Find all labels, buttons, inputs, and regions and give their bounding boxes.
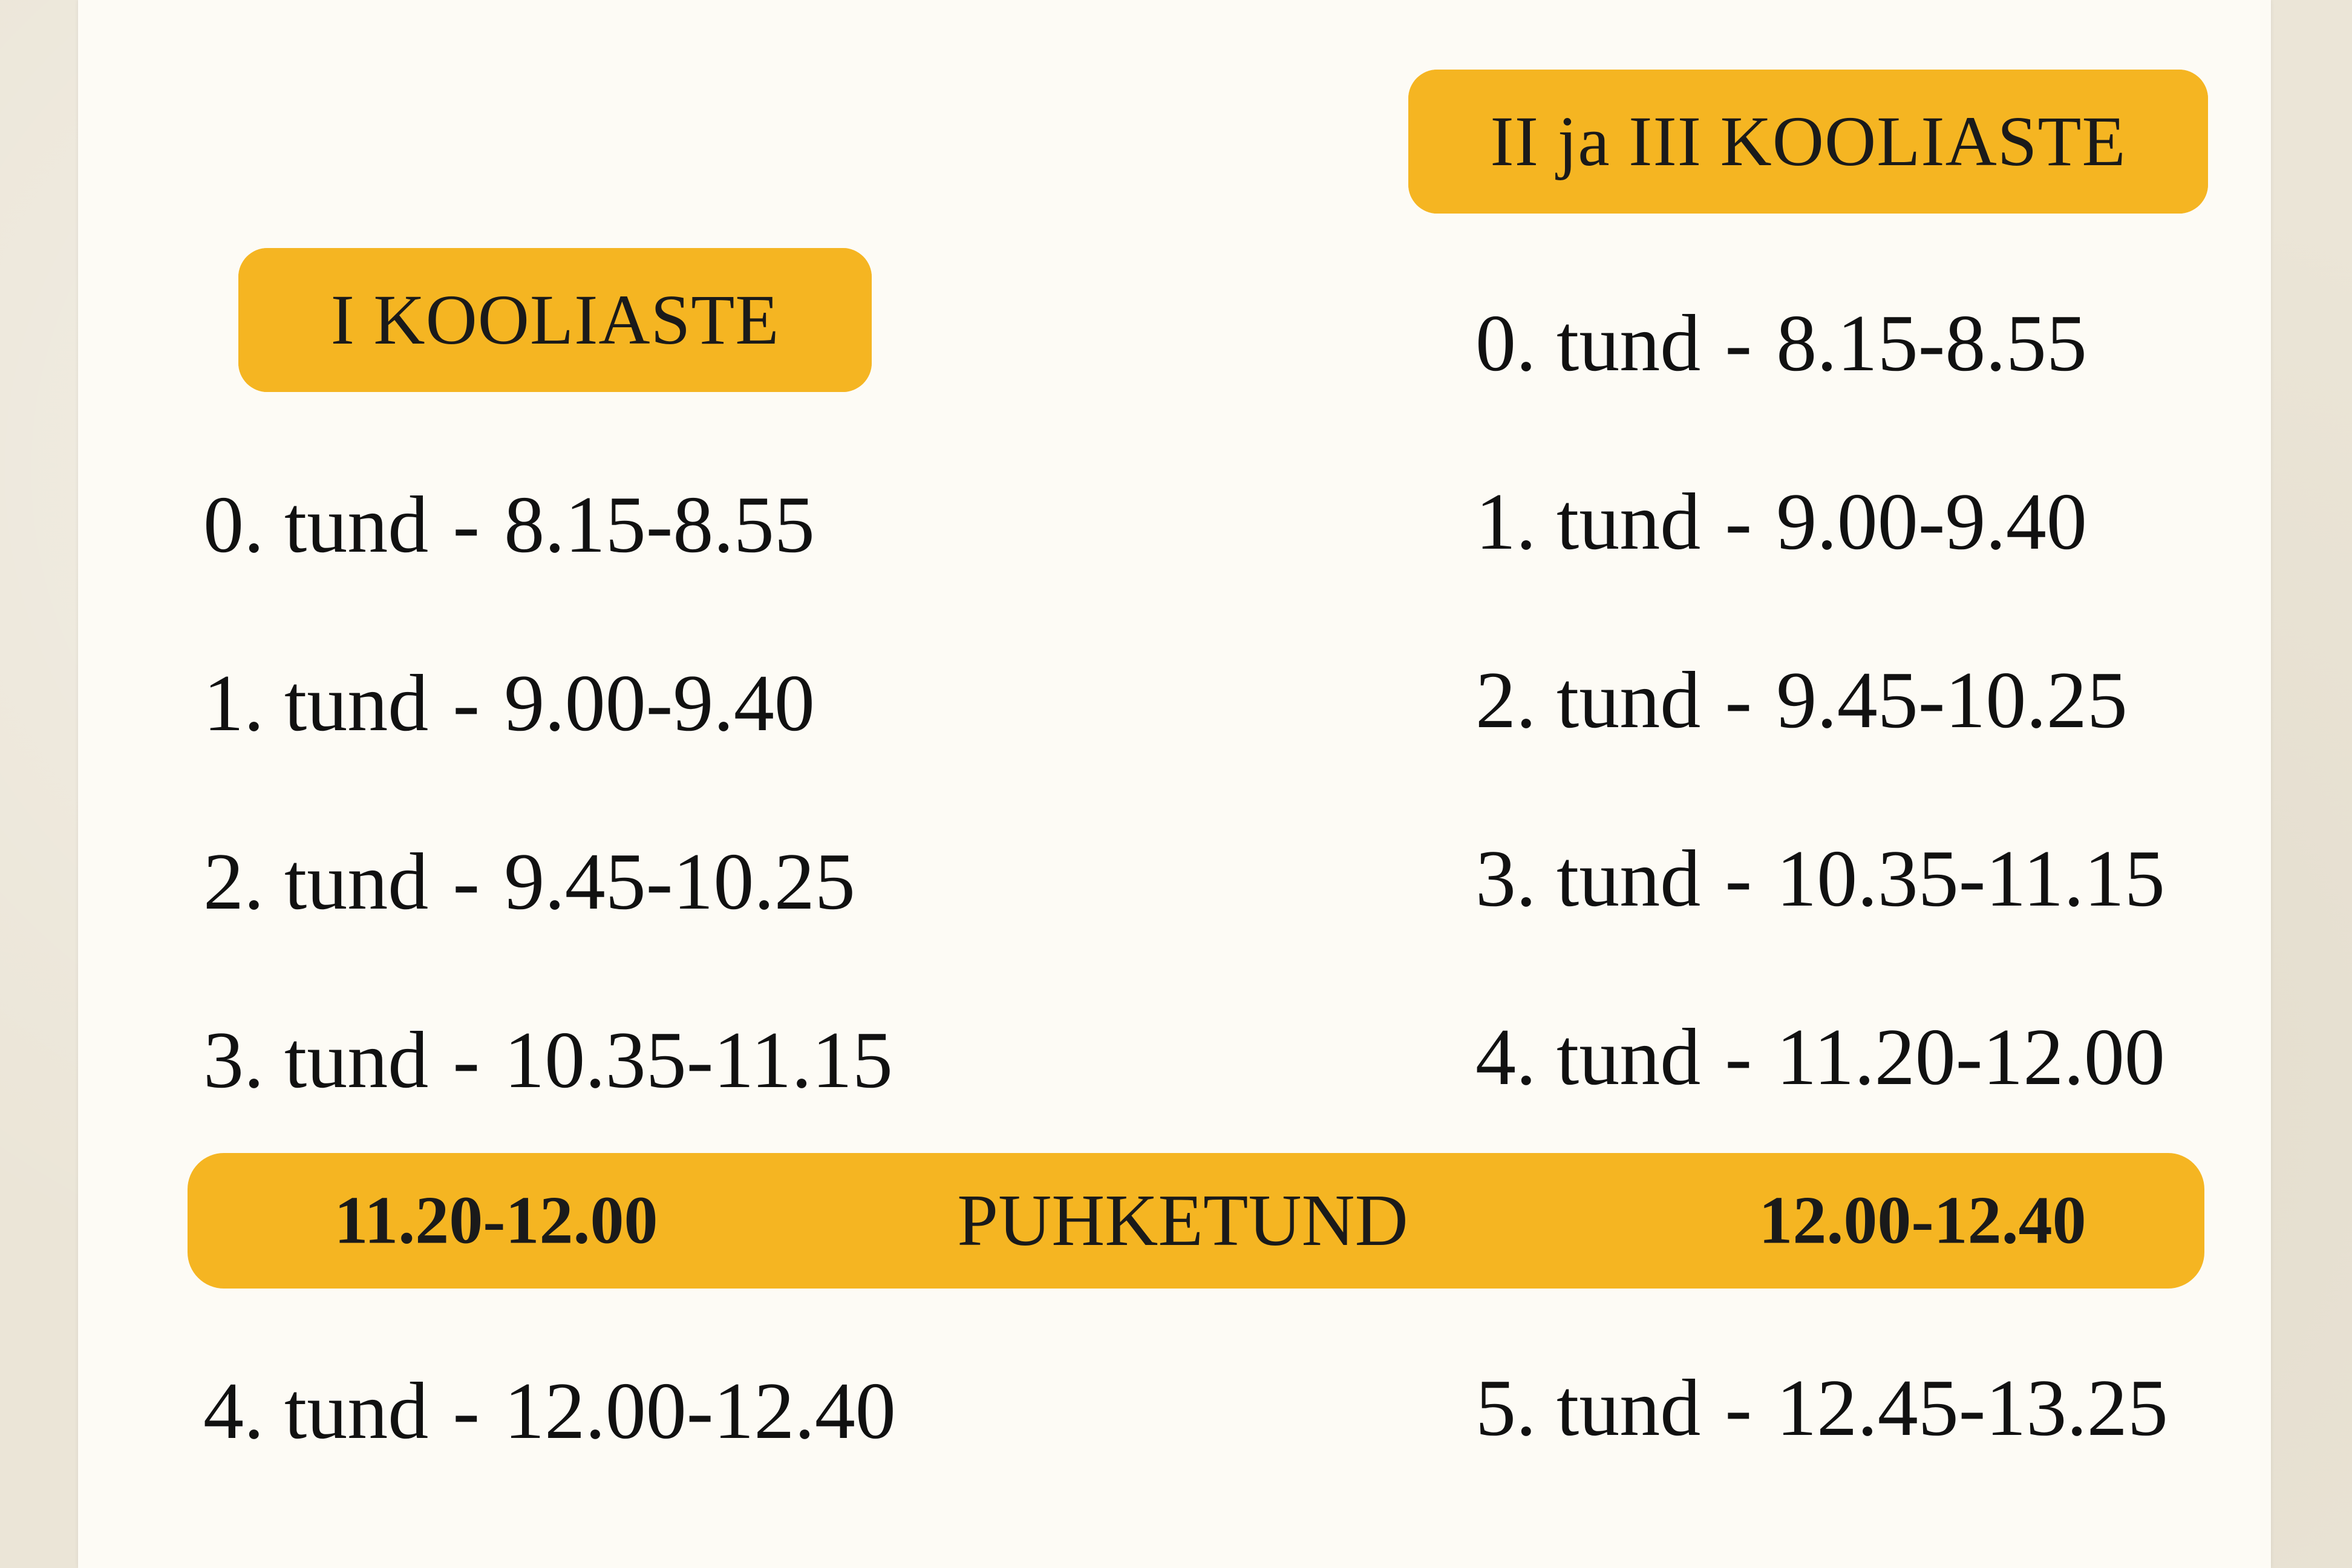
- lesson-time: 9.00-9.40: [504, 658, 815, 748]
- lesson-time: 8.15-8.55: [504, 480, 815, 569]
- lesson-separator: -: [1725, 834, 1753, 923]
- lesson-time: 10.35-11.15: [1776, 834, 2165, 923]
- lesson-name: 0. tund: [203, 480, 429, 569]
- heading-i-kooliaste: [238, 248, 872, 392]
- lesson-separator: -: [452, 837, 480, 926]
- lesson-name: 0. tund: [1475, 298, 1701, 388]
- lesson-name: 2. tund: [1475, 655, 1701, 745]
- left-lesson-4: [203, 1366, 896, 1455]
- left-lesson-2: [203, 837, 855, 926]
- left-lesson-1: [203, 658, 815, 748]
- lesson-separator: -: [452, 1366, 480, 1455]
- lesson-time: 9.00-9.40: [1776, 477, 2087, 566]
- lesson-time: 8.15-8.55: [1776, 298, 2087, 388]
- lesson-time: 9.45-10.25: [504, 837, 855, 926]
- lesson-separator: -: [1725, 655, 1753, 745]
- left-lesson-0: [203, 480, 815, 569]
- right-lesson-5: [1475, 1363, 2168, 1452]
- lesson-time: 10.35-11.15: [504, 1015, 893, 1105]
- heading-i-kooliaste-label: I KOOLIASTE: [330, 280, 780, 359]
- break-time-i-kooliaste: 11.20-12.00: [334, 1183, 658, 1258]
- right-lesson-4: [1475, 1012, 2165, 1102]
- lesson-time: 11.20-12.00: [1776, 1012, 2165, 1102]
- break-time-ii-iii-kooliaste: 12.00-12.40: [1759, 1183, 2086, 1258]
- lesson-name: 1. tund: [1475, 477, 1701, 566]
- break-title: PUHKETUND: [957, 1180, 1408, 1261]
- lesson-name: 5. tund: [1475, 1363, 1701, 1452]
- right-lesson-2: [1475, 655, 2128, 745]
- lesson-separator: -: [1725, 1363, 1753, 1452]
- lesson-time: 12.45-13.25: [1776, 1363, 2168, 1452]
- left-lesson-3: [203, 1015, 893, 1105]
- lesson-name: 1. tund: [203, 658, 429, 748]
- lesson-name: 4. tund: [1475, 1012, 1701, 1102]
- lesson-separator: -: [1725, 1012, 1753, 1102]
- heading-ii-iii-kooliaste-label: II ja III KOOLIASTE: [1490, 102, 2126, 181]
- lesson-time: 12.00-12.40: [504, 1366, 896, 1455]
- lesson-name: 4. tund: [203, 1366, 429, 1455]
- lesson-name: 3. tund: [1475, 834, 1701, 923]
- lesson-name: 3. tund: [203, 1015, 429, 1105]
- lesson-separator: -: [1725, 477, 1753, 566]
- lesson-separator: -: [452, 1015, 480, 1105]
- lesson-name: 2. tund: [203, 837, 429, 926]
- break-band: [188, 1153, 2204, 1289]
- lesson-separator: -: [452, 658, 480, 748]
- schedule-sheet: [78, 0, 2271, 1568]
- right-lesson-0: [1475, 298, 2087, 388]
- right-lesson-3: [1475, 834, 2165, 923]
- right-lesson-1: [1475, 477, 2087, 566]
- lesson-separator: -: [1725, 298, 1753, 388]
- lesson-separator: -: [452, 480, 480, 569]
- heading-ii-iii-kooliaste: [1408, 70, 2208, 214]
- lesson-time: 9.45-10.25: [1776, 655, 2128, 745]
